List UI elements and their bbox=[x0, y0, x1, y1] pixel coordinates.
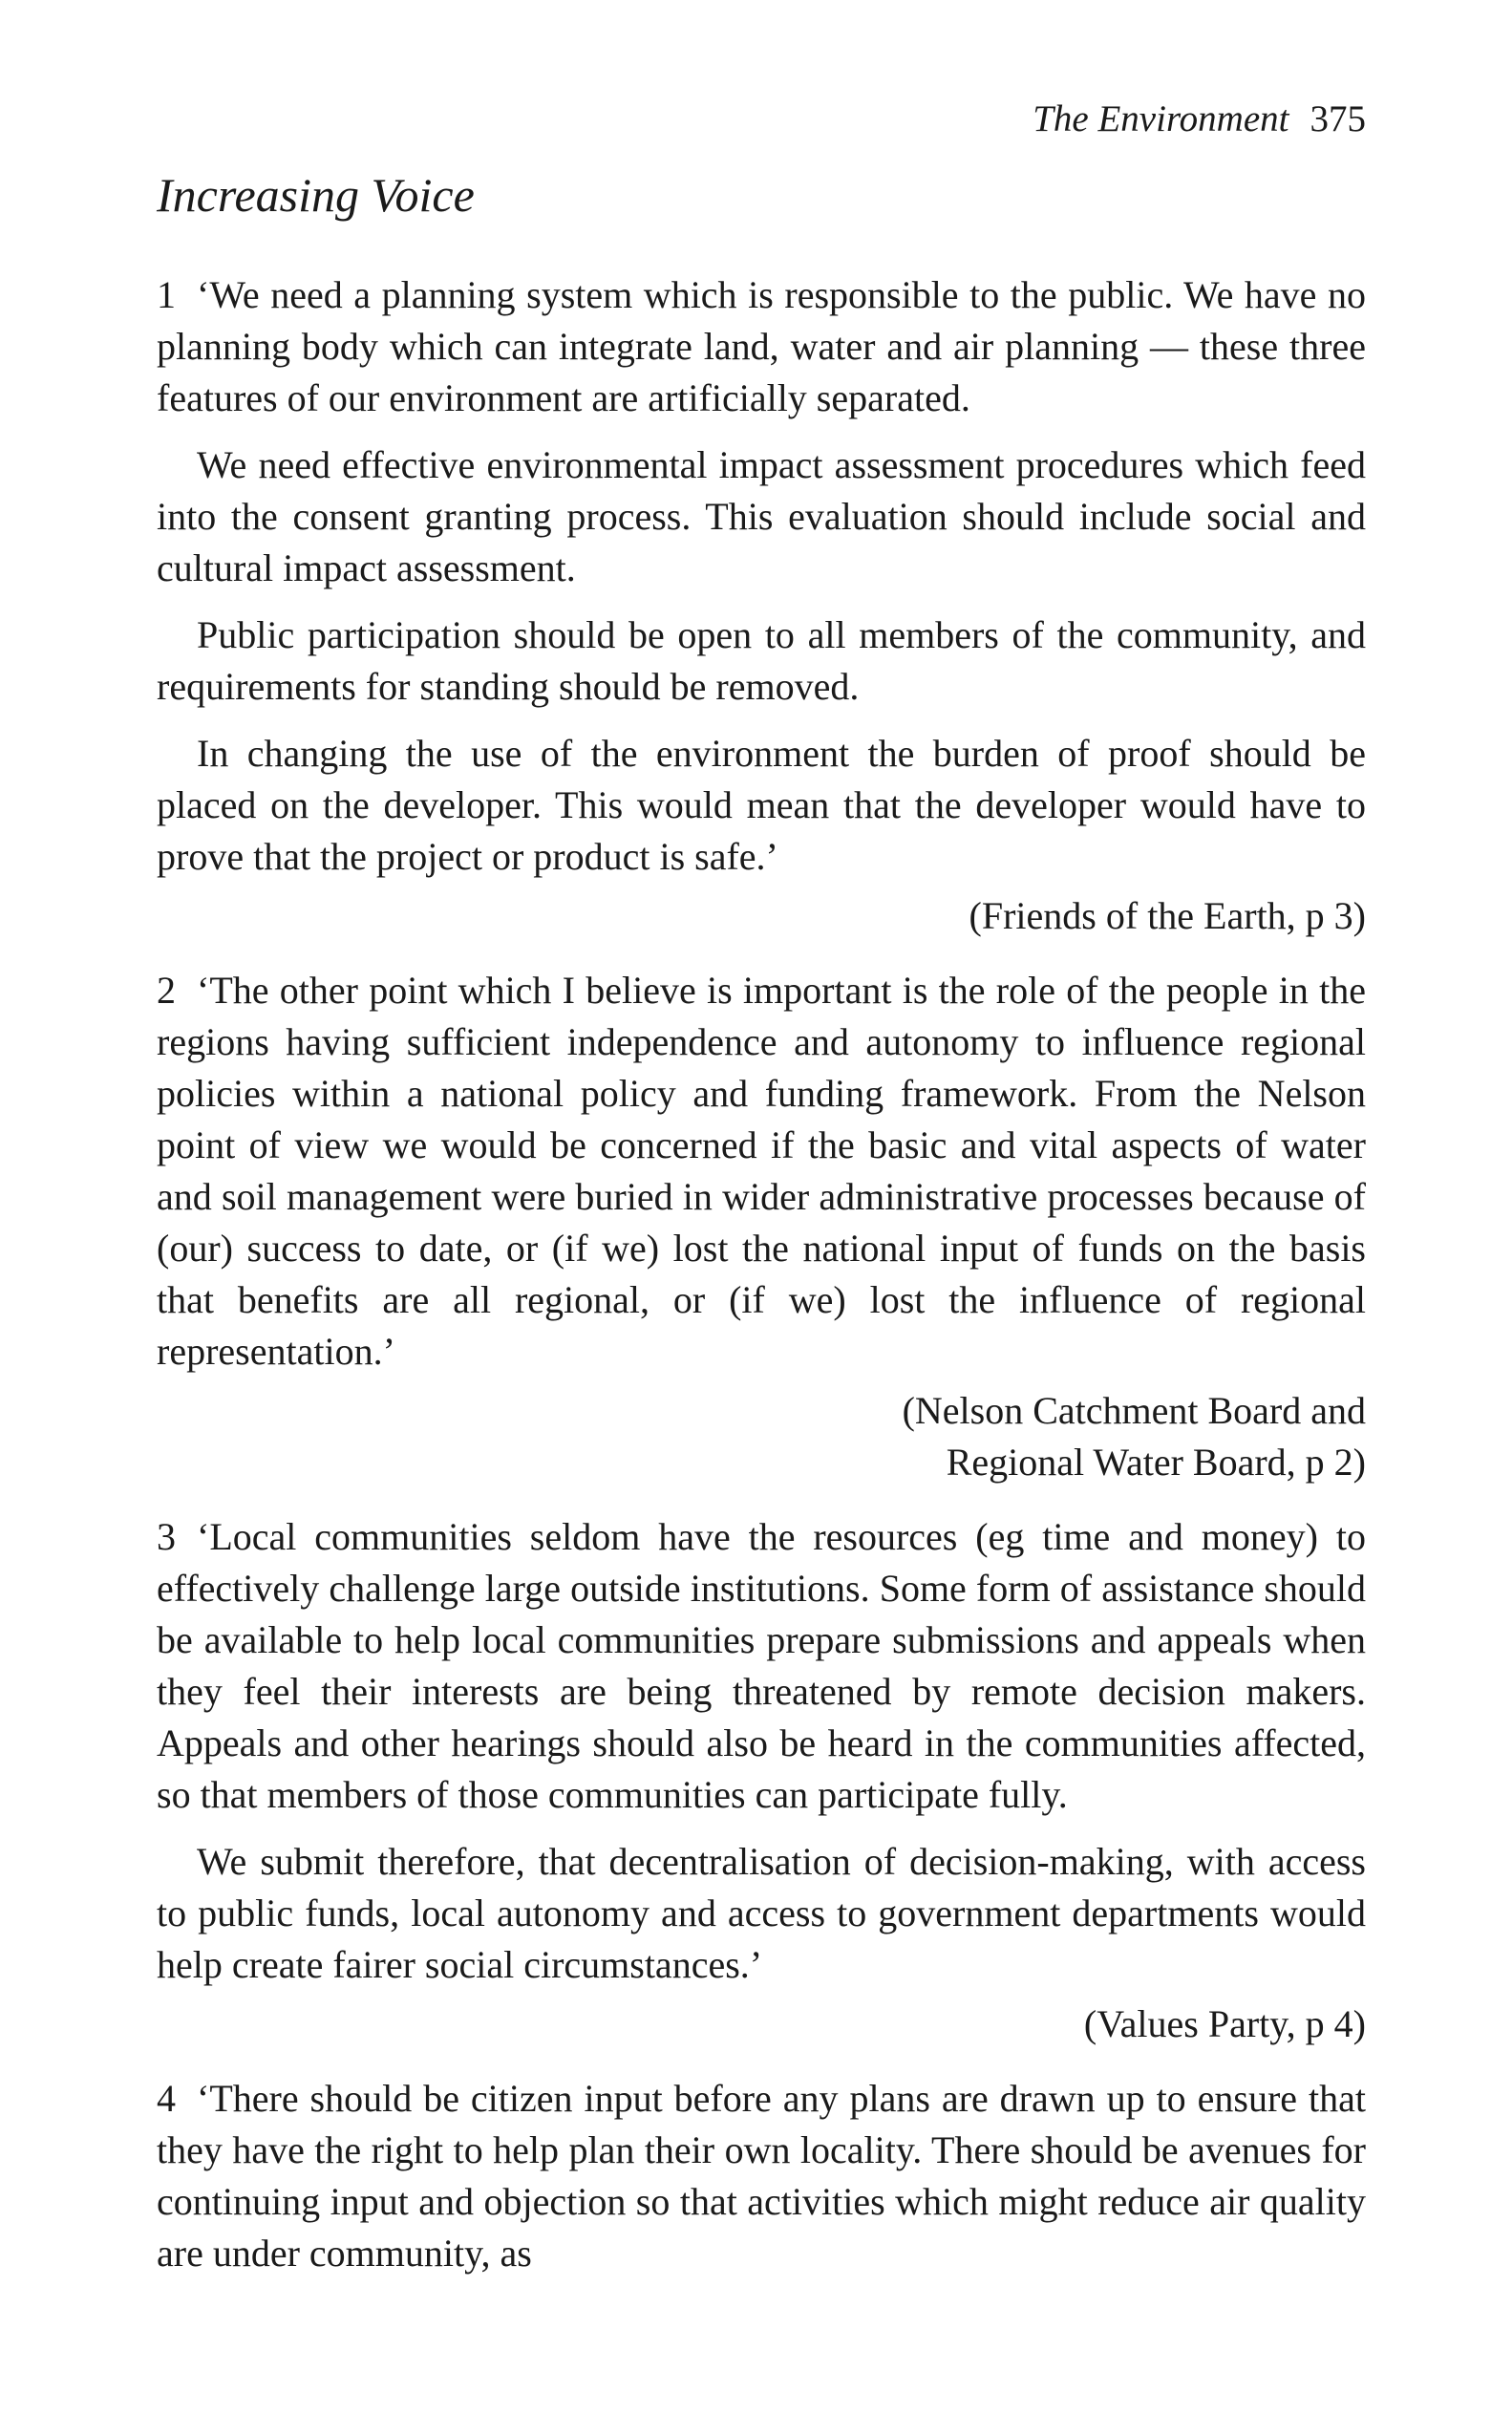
source-line: Regional Water Board, p 2) bbox=[946, 1441, 1366, 1484]
paragraph-text: ‘The other point which I believe is important is the role of the people in the regions having sufficient independence and autonomy to influence regional policies within a national policy and funding framework. From the Nelson point of view we would be concerned if the basic and vital aspects of water and soil management were buried in wider administrative processes because of (our) success to date, or (if we) lost the national input of funds on the basis that benefits are all regional, or (if we) lost the influence of regional representation.’ bbox=[157, 969, 1366, 1373]
submission-paragraph bbox=[157, 728, 1366, 883]
paragraph-text: ‘There should be citizen input before any plans are drawn up to ensure that they have the right to help plan their own locality. There should be avenues for continuing input and objection so that activities which might reduce air quality are under community, as bbox=[157, 2077, 1366, 2275]
paragraph-text: In changing the use of the environment the burden of proof should be placed on the developer. This would mean that the developer would have to prove that the project or product is safe.’ bbox=[157, 732, 1366, 878]
submission-paragraph bbox=[157, 1511, 1366, 1821]
running-head-title: The Environment bbox=[1033, 98, 1289, 139]
submission-1 bbox=[157, 269, 1366, 942]
submission-source bbox=[157, 1385, 1366, 1488]
paragraph-text: We submit therefore, that decentralisation of decision-making, with access to public funds, local autonomy and access to government departments would help create fairer social circumstances.’ bbox=[157, 1840, 1366, 1986]
submission-paragraph bbox=[157, 439, 1366, 594]
submission-4 bbox=[157, 2073, 1366, 2279]
submission-paragraph bbox=[157, 269, 1366, 424]
submission-source bbox=[157, 890, 1366, 942]
source-line: (Nelson Catchment Board and bbox=[902, 1389, 1366, 1432]
paragraph-text: Public participation should be open to all members of the community, and requirements for standing should be removed. bbox=[157, 613, 1366, 708]
submission-paragraph bbox=[157, 1836, 1366, 1991]
submission-2 bbox=[157, 965, 1366, 1488]
paragraph-text: ‘Local communities seldom have the resources (eg time and money) to effectively challenge large outside institutions. Some form of assistance should be available to help local communities prepare submissions and appeals when they feel their interests are being threatened by remote decision makers. Appeals and other hearings should also be heard in the communities affected, so that members of those communities can participate fully. bbox=[157, 1515, 1366, 1816]
submission-paragraph bbox=[157, 2073, 1366, 2279]
paragraph-text: ‘We need a planning system which is responsible to the public. We have no planning body which can integrate land, water and air planning — these three features of our environment are artificially separated. bbox=[157, 273, 1366, 419]
book-page bbox=[157, 96, 1366, 2302]
submission-number: 1 bbox=[157, 273, 176, 316]
page-number: 375 bbox=[1310, 98, 1366, 139]
running-head bbox=[157, 96, 1366, 143]
submission-source bbox=[157, 1998, 1366, 2050]
submission-paragraph bbox=[157, 965, 1366, 1378]
section-title: Increasing Voice bbox=[157, 168, 475, 222]
submission-number: 4 bbox=[157, 2077, 176, 2120]
submission-number: 2 bbox=[157, 969, 176, 1012]
submission-paragraph bbox=[157, 609, 1366, 713]
submission-number: 3 bbox=[157, 1515, 176, 1558]
paragraph-text: We need effective environmental impact assessment procedures which feed into the consent granting process. This evaluation should include social and cultural impact assessment. bbox=[157, 443, 1366, 589]
submission-3 bbox=[157, 1511, 1366, 2050]
source-line: (Values Party, p 4) bbox=[1083, 2002, 1366, 2045]
source-line: (Friends of the Earth, p 3) bbox=[969, 894, 1366, 937]
submissions-list bbox=[157, 269, 1366, 2279]
